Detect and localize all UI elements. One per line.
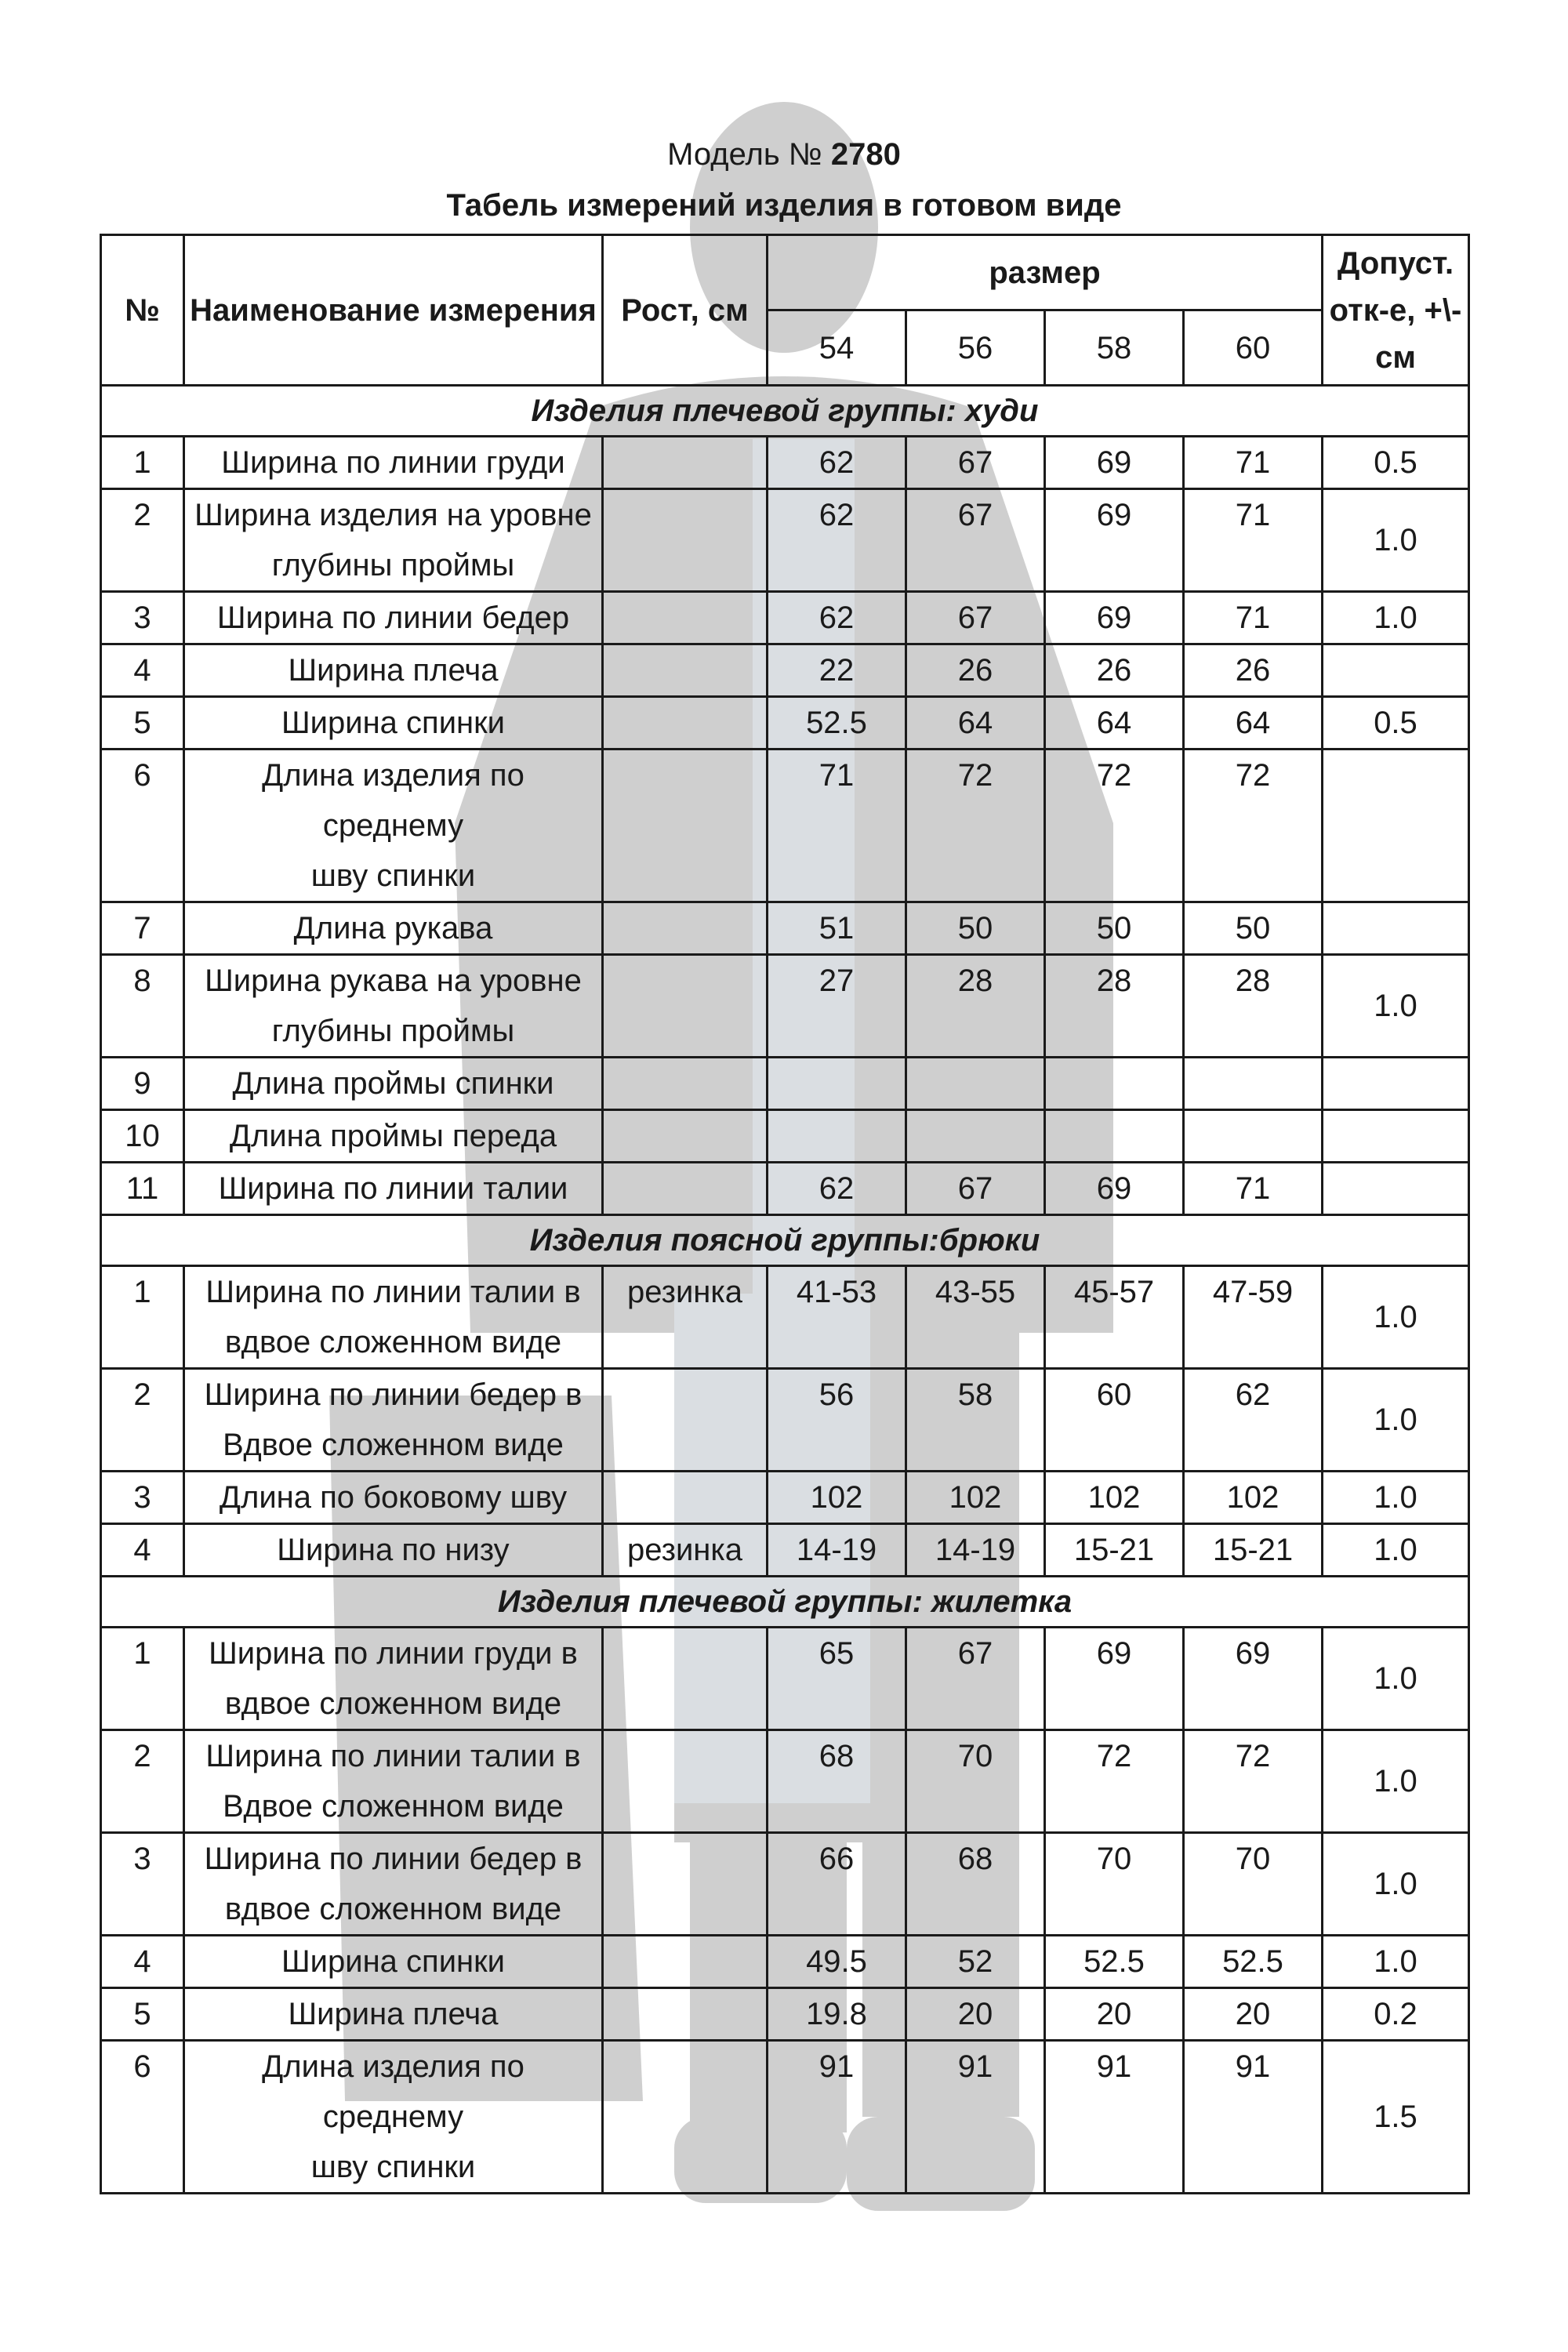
table-row — [101, 644, 1469, 697]
size-value: 64 — [906, 697, 1045, 750]
size-value: 50 — [1045, 902, 1184, 955]
row-number: 10 — [101, 1110, 184, 1163]
document-title: Табель измерений изделия в готовом виде — [446, 188, 1122, 223]
row-number: 1 — [101, 437, 184, 489]
row-number: 4 — [101, 1524, 184, 1577]
measurement-name: Ширина по линии бедер — [184, 592, 603, 644]
height-value — [603, 1058, 768, 1110]
measurement-name: Длина изделия по среднему шву спинки — [184, 750, 603, 902]
height-value — [603, 1936, 768, 1988]
tolerance-value: 1.0 — [1323, 1369, 1469, 1472]
size-value: 70 — [906, 1730, 1045, 1833]
size-value: 71 — [1184, 437, 1323, 489]
size-value: 102 — [1184, 1472, 1323, 1524]
measurement-name: Ширина по линии бедер в Вдвое сложенном виде — [184, 1369, 603, 1472]
height-value — [603, 1472, 768, 1524]
height-value — [603, 1988, 768, 2041]
size-value: 71 — [1184, 592, 1323, 644]
col-height-header: Рост, см — [603, 235, 768, 386]
tolerance-value: 1.0 — [1323, 1472, 1469, 1524]
size-value: 15-21 — [1045, 1524, 1184, 1577]
size-value: 62 — [768, 437, 906, 489]
size-value: 72 — [1045, 750, 1184, 902]
tolerance-value: 1.0 — [1323, 489, 1469, 592]
table-row — [101, 750, 1469, 902]
size-value: 91 — [1184, 2041, 1323, 2194]
table-row — [101, 1110, 1469, 1163]
row-number: 3 — [101, 1833, 184, 1936]
size-value: 69 — [1184, 1628, 1323, 1730]
table-row — [101, 1988, 1469, 2041]
measurement-name: Ширина по линии талии в вдвое сложенном виде — [184, 1266, 603, 1369]
size-value: 67 — [906, 1163, 1045, 1215]
tolerance-value: 1.0 — [1323, 1628, 1469, 1730]
size-value: 70 — [1184, 1833, 1323, 1936]
height-value — [603, 902, 768, 955]
col-tolerance-header: Допуст. отк-е, +\-см — [1323, 235, 1469, 386]
measurement-name: Ширина спинки — [184, 1936, 603, 1988]
size-value: 67 — [906, 592, 1045, 644]
size-value: 20 — [906, 1988, 1045, 2041]
table-row — [101, 1058, 1469, 1110]
size-value: 15-21 — [1184, 1524, 1323, 1577]
table-row — [101, 1628, 1469, 1730]
measurement-name: Ширина по линии талии — [184, 1163, 603, 1215]
measurement-name: Длина по боковому шву — [184, 1472, 603, 1524]
size-value — [1045, 1110, 1184, 1163]
size-value: 72 — [906, 750, 1045, 902]
size-value: 45-57 — [1045, 1266, 1184, 1369]
measurement-name: Ширина спинки — [184, 697, 603, 750]
measurement-name: Ширина по линии бедер в вдвое сложенном виде — [184, 1833, 603, 1936]
size-value — [906, 1110, 1045, 1163]
row-number: 3 — [101, 1472, 184, 1524]
size-value: 26 — [1184, 644, 1323, 697]
model-label: Модель № — [667, 137, 822, 172]
size-value: 20 — [1045, 1988, 1184, 2041]
size-value: 68 — [768, 1730, 906, 1833]
size-value: 52 — [906, 1936, 1045, 1988]
size-value: 50 — [1184, 902, 1323, 955]
height-value — [603, 1833, 768, 1936]
height-value — [603, 1628, 768, 1730]
size-value: 67 — [906, 489, 1045, 592]
row-number: 6 — [101, 2041, 184, 2194]
table-row — [101, 697, 1469, 750]
measurement-name: Длина проймы переда — [184, 1110, 603, 1163]
measurement-name: Длина проймы спинки — [184, 1058, 603, 1110]
table-row — [101, 437, 1469, 489]
size-value: 64 — [1045, 697, 1184, 750]
model-heading — [0, 137, 1568, 172]
size-value: 72 — [1184, 1730, 1323, 1833]
row-number: 5 — [101, 1988, 184, 2041]
height-value — [603, 437, 768, 489]
table-row — [101, 2041, 1469, 2194]
size-value: 69 — [1045, 592, 1184, 644]
tolerance-value: 1.5 — [1323, 2041, 1469, 2194]
table-row — [101, 955, 1469, 1058]
row-number: 2 — [101, 489, 184, 592]
size-value — [1184, 1110, 1323, 1163]
size-value: 71 — [1184, 489, 1323, 592]
height-value — [603, 1369, 768, 1472]
size-value: 58 — [906, 1369, 1045, 1472]
tolerance-value: 0.2 — [1323, 1988, 1469, 2041]
row-number: 1 — [101, 1628, 184, 1730]
tolerance-value — [1323, 1163, 1469, 1215]
table-row — [101, 1833, 1469, 1936]
measurement-name: Ширина плеча — [184, 644, 603, 697]
size-value: 102 — [906, 1472, 1045, 1524]
size-header: 56 — [906, 310, 1045, 386]
size-value: 71 — [768, 750, 906, 902]
row-number: 2 — [101, 1730, 184, 1833]
size-value: 65 — [768, 1628, 906, 1730]
size-value: 56 — [768, 1369, 906, 1472]
size-value: 67 — [906, 437, 1045, 489]
size-value: 22 — [768, 644, 906, 697]
size-value: 47-59 — [1184, 1266, 1323, 1369]
measurement-name: Длина рукава — [184, 902, 603, 955]
table-row — [101, 1163, 1469, 1215]
tolerance-value: 1.0 — [1323, 1936, 1469, 1988]
table-row — [101, 902, 1469, 955]
measurement-name: Ширина плеча — [184, 1988, 603, 2041]
measurement-name: Длина изделия по среднему шву спинки — [184, 2041, 603, 2194]
measurement-table — [100, 234, 1470, 2194]
height-value — [603, 644, 768, 697]
tolerance-value: 0.5 — [1323, 697, 1469, 750]
size-value: 52.5 — [1184, 1936, 1323, 1988]
section-title: Изделия плечевой группы: жилетка — [101, 1577, 1469, 1628]
size-value — [1045, 1058, 1184, 1110]
tolerance-value: 0.5 — [1323, 437, 1469, 489]
measurement-name: Ширина по низу — [184, 1524, 603, 1577]
table-row — [101, 1730, 1469, 1833]
tolerance-value: 1.0 — [1323, 1524, 1469, 1577]
measurement-name: Ширина по линии талии в Вдвое сложенном виде — [184, 1730, 603, 1833]
size-value: 69 — [1045, 437, 1184, 489]
tolerance-value — [1323, 902, 1469, 955]
row-number: 1 — [101, 1266, 184, 1369]
size-value: 52.5 — [1045, 1936, 1184, 1988]
size-value: 67 — [906, 1628, 1045, 1730]
size-value: 102 — [768, 1472, 906, 1524]
row-number: 7 — [101, 902, 184, 955]
row-number: 8 — [101, 955, 184, 1058]
tolerance-value — [1323, 644, 1469, 697]
measurement-name: Ширина рукава на уровне глубины проймы — [184, 955, 603, 1058]
size-value: 50 — [906, 902, 1045, 955]
row-number: 4 — [101, 1936, 184, 1988]
header-row — [101, 235, 1469, 310]
size-value: 91 — [1045, 2041, 1184, 2194]
size-value: 28 — [906, 955, 1045, 1058]
measurement-name: Ширина по линии груди — [184, 437, 603, 489]
table-row — [101, 1936, 1469, 1988]
height-value — [603, 1163, 768, 1215]
col-num-header: № — [101, 235, 184, 386]
measurement-name: Ширина изделия на уровне глубины проймы — [184, 489, 603, 592]
size-value: 28 — [1045, 955, 1184, 1058]
size-value: 71 — [1184, 1163, 1323, 1215]
tolerance-value: 1.0 — [1323, 592, 1469, 644]
row-number: 11 — [101, 1163, 184, 1215]
height-value — [603, 2041, 768, 2194]
size-value — [1184, 1058, 1323, 1110]
model-number: 2780 — [830, 137, 901, 172]
section-row — [101, 386, 1469, 437]
size-value: 60 — [1045, 1369, 1184, 1472]
size-value: 14-19 — [768, 1524, 906, 1577]
table-row — [101, 1472, 1469, 1524]
size-value — [768, 1058, 906, 1110]
row-number: 6 — [101, 750, 184, 902]
size-value: 62 — [768, 592, 906, 644]
tolerance-value — [1323, 1110, 1469, 1163]
size-value: 69 — [1045, 489, 1184, 592]
size-header: 60 — [1184, 310, 1323, 386]
row-number: 5 — [101, 697, 184, 750]
size-value: 49.5 — [768, 1936, 906, 1988]
tolerance-value: 1.0 — [1323, 1266, 1469, 1369]
section-row — [101, 1577, 1469, 1628]
size-header: 54 — [768, 310, 906, 386]
size-value: 62 — [768, 489, 906, 592]
tolerance-value: 1.0 — [1323, 1730, 1469, 1833]
size-value: 72 — [1184, 750, 1323, 902]
col-name-header: Наименование измерения — [184, 235, 603, 386]
size-value: 66 — [768, 1833, 906, 1936]
tolerance-value — [1323, 1058, 1469, 1110]
size-value: 43-55 — [906, 1266, 1045, 1369]
col-size-header: размер — [768, 235, 1323, 310]
tolerance-value — [1323, 750, 1469, 902]
size-value: 91 — [906, 2041, 1045, 2194]
size-value: 20 — [1184, 1988, 1323, 2041]
size-value: 26 — [906, 644, 1045, 697]
measurement-name: Ширина по линии груди в вдвое сложенном виде — [184, 1628, 603, 1730]
height-value — [603, 1110, 768, 1163]
table-row — [101, 1266, 1469, 1369]
size-value: 62 — [768, 1163, 906, 1215]
size-value: 41-53 — [768, 1266, 906, 1369]
size-value: 52.5 — [768, 697, 906, 750]
size-value: 14-19 — [906, 1524, 1045, 1577]
size-value: 26 — [1045, 644, 1184, 697]
size-value — [906, 1058, 1045, 1110]
size-value — [768, 1110, 906, 1163]
height-value — [603, 697, 768, 750]
size-value: 19.8 — [768, 1988, 906, 2041]
size-value: 72 — [1045, 1730, 1184, 1833]
tolerance-value: 1.0 — [1323, 955, 1469, 1058]
size-value: 102 — [1045, 1472, 1184, 1524]
table-row — [101, 592, 1469, 644]
row-number: 3 — [101, 592, 184, 644]
size-header: 58 — [1045, 310, 1184, 386]
height-value — [603, 750, 768, 902]
section-title: Изделия плечевой группы: худи — [101, 386, 1469, 437]
table-row — [101, 1369, 1469, 1472]
section-row — [101, 1215, 1469, 1266]
size-value: 68 — [906, 1833, 1045, 1936]
size-value: 70 — [1045, 1833, 1184, 1936]
size-value: 64 — [1184, 697, 1323, 750]
size-value: 62 — [1184, 1369, 1323, 1472]
section-title: Изделия поясной группы:брюки — [101, 1215, 1469, 1266]
height-value — [603, 489, 768, 592]
table-row — [101, 1524, 1469, 1577]
size-value: 91 — [768, 2041, 906, 2194]
tolerance-value: 1.0 — [1323, 1833, 1469, 1936]
size-value: 69 — [1045, 1163, 1184, 1215]
row-number: 4 — [101, 644, 184, 697]
size-value: 28 — [1184, 955, 1323, 1058]
row-number: 9 — [101, 1058, 184, 1110]
height-value: резинка — [603, 1524, 768, 1577]
row-number: 2 — [101, 1369, 184, 1472]
height-value — [603, 955, 768, 1058]
size-value: 69 — [1045, 1628, 1184, 1730]
size-value: 51 — [768, 902, 906, 955]
height-value — [603, 1730, 768, 1833]
measurement-table-wrapper — [100, 234, 1470, 2194]
height-value: резинка — [603, 1266, 768, 1369]
table-row — [101, 489, 1469, 592]
size-value: 27 — [768, 955, 906, 1058]
height-value — [603, 592, 768, 644]
